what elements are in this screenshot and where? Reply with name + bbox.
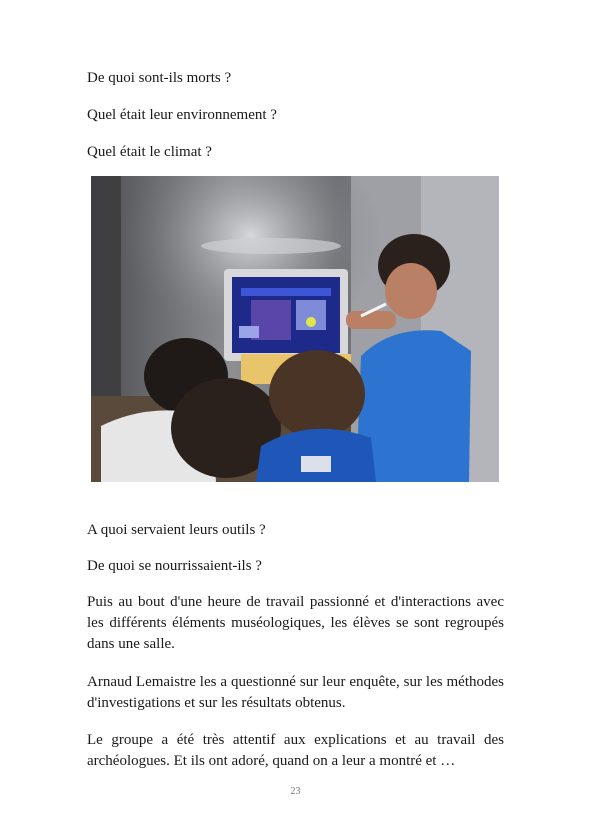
monitor	[224, 269, 348, 361]
paragraph: Puis au bout d'une heure de travail passionné et d'interactions avec les différents éléments muséologiques, les élèves se sont regroupés dans une salle.	[87, 594, 504, 652]
page-number: 23	[290, 786, 301, 797]
question-line: De quoi sont-ils morts ?	[87, 70, 232, 86]
question-line: Quel était leur environnement ?	[87, 107, 277, 123]
question-line: De quoi se nourrissaient-ils ?	[87, 558, 262, 574]
paragraph: Le groupe a été très attentif aux explications et au travail des archéologues. Et ils ont adoré, quand on a leur a montré et …	[87, 732, 504, 769]
museum-photo	[91, 176, 499, 482]
paragraph: Arnaud Lemaistre les a questionné sur leur enquête, sur les méthodes d'investigations et sur les résultats obtenus.	[87, 674, 504, 711]
question-line: A quoi servaient leurs outils ?	[87, 522, 266, 538]
question-line: Quel était le climat ?	[87, 144, 212, 160]
